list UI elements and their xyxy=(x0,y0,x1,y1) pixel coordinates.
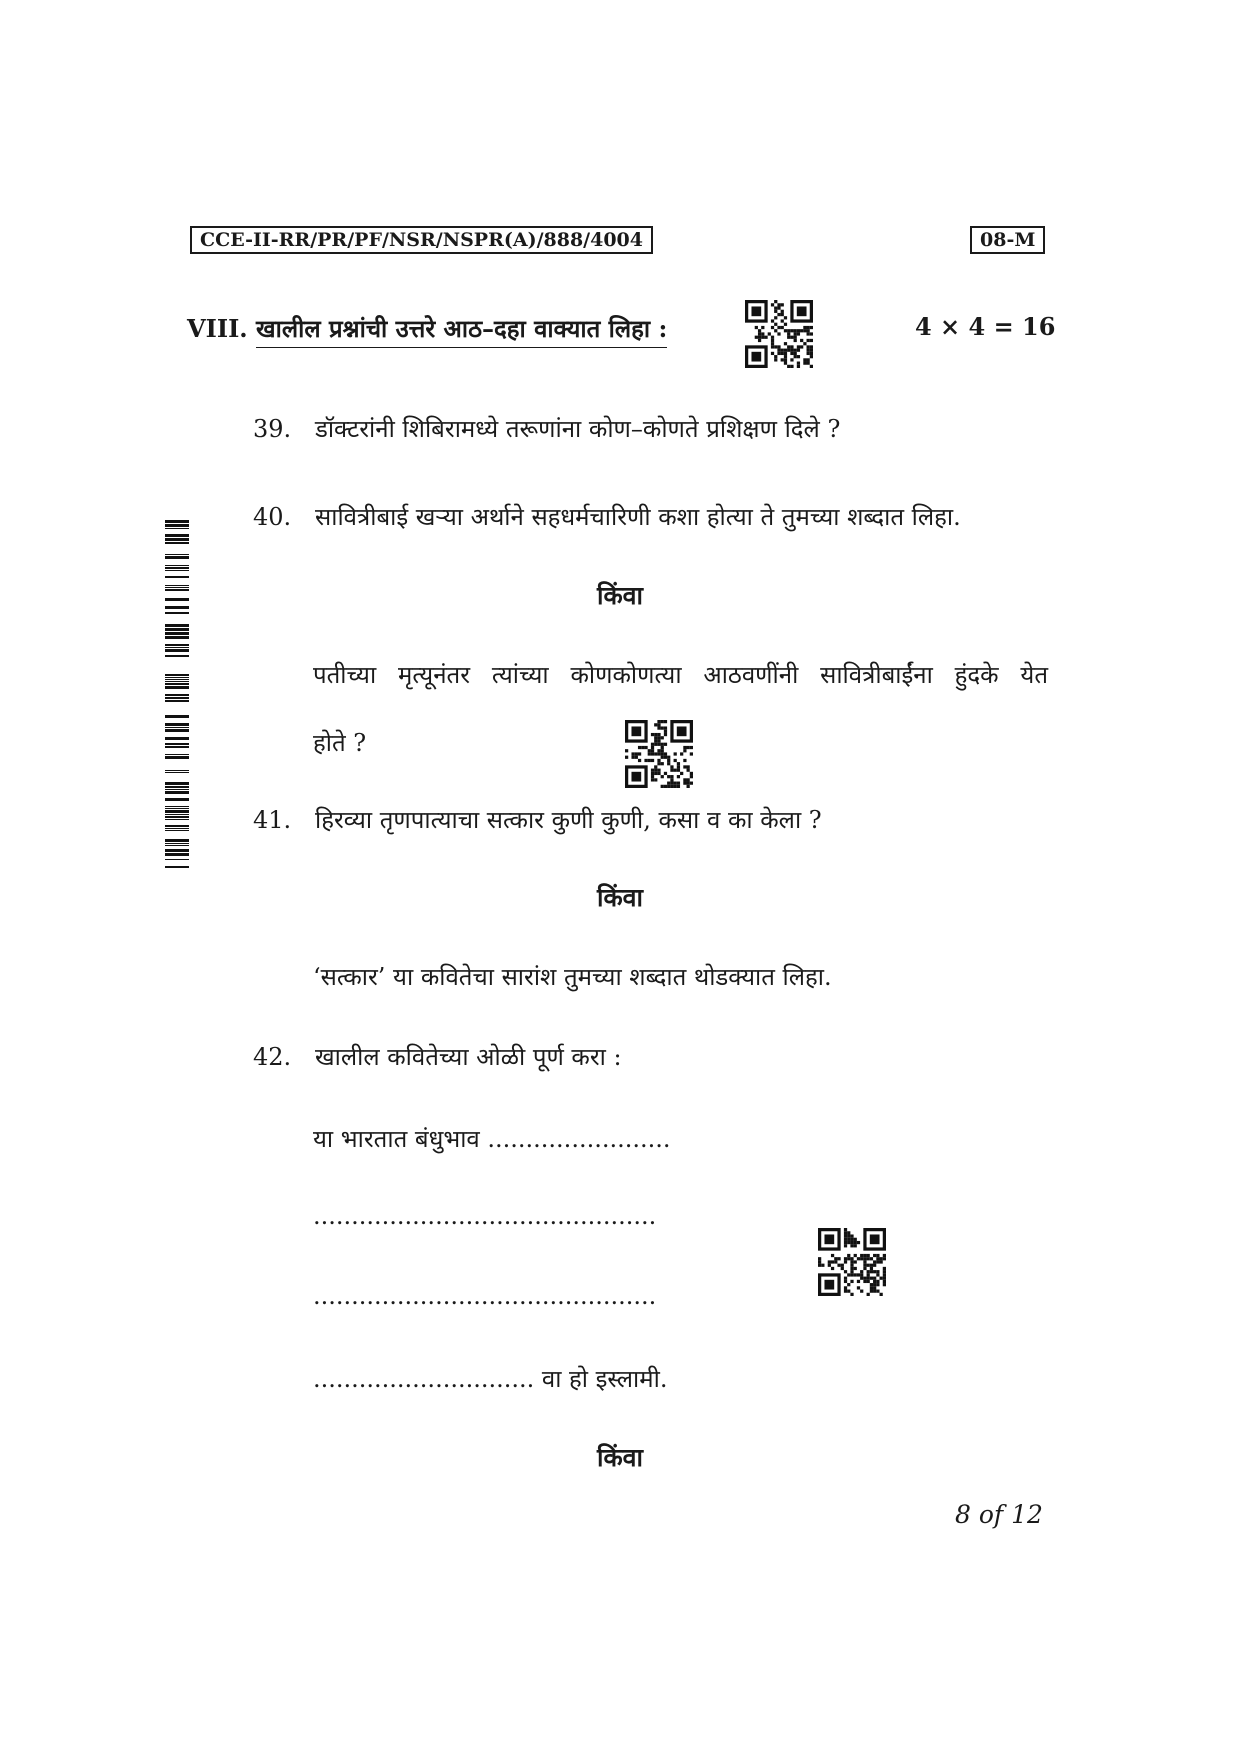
poem-line-3: ............................................. xyxy=(313,1282,657,1310)
question-40-alt-line2: होते ? xyxy=(313,729,367,757)
poem-line-1: या भारतात बंधुभाव ........................ xyxy=(313,1125,671,1153)
question-number: 41. xyxy=(253,806,292,834)
page-number: 8 of 12 xyxy=(955,1500,1043,1529)
poem-line-2: ............................................. xyxy=(313,1202,657,1230)
or-label-41: किंवा xyxy=(596,883,644,912)
side-barcode xyxy=(165,520,189,876)
question-42 xyxy=(253,1042,622,1072)
section-heading xyxy=(187,312,667,345)
question-text: सावित्रीबाई खऱ्या अर्थाने सहधर्मचारिणी कशा होत्या ते तुमच्या शब्दात लिहा. xyxy=(315,503,961,531)
section-number: VIII. xyxy=(187,314,248,343)
qr-code-3 xyxy=(818,1228,886,1296)
section-title: खालील प्रश्नांची उत्तरे आठ–दहा वाक्यात लिहा : xyxy=(256,314,667,348)
or-label-40: किंवा xyxy=(596,581,644,610)
question-40-alt-line1: पतीच्या मृत्यूनंतर त्यांच्या कोणकोणत्या आठवणींनी सावित्रीबाईंना हुंदके येत xyxy=(313,661,1048,689)
question-text: डॉक्टरांनी शिबिरामध्ये तरूणांना कोण–कोणते प्रशिक्षण दिले ? xyxy=(315,415,841,443)
qr-code-1 xyxy=(745,300,813,368)
paper-version: 08-M xyxy=(970,226,1045,254)
section-marks: 4 × 4 = 16 xyxy=(915,312,1056,341)
question-number: 42. xyxy=(253,1043,292,1071)
question-39 xyxy=(253,414,840,444)
question-41-alt-line1: ‘सत्कार’ या कवितेचा सारांश तुमच्या शब्दात थोडक्यात लिहा. xyxy=(313,963,832,991)
question-41 xyxy=(253,805,822,835)
paper-code: CCE-II-RR/PR/PF/NSR/NSPR(A)/888/4004 xyxy=(190,226,653,254)
question-number: 40. xyxy=(253,503,292,531)
question-text: हिरव्या तृणपात्याचा सत्कार कुणी कुणी, कसा व का केला ? xyxy=(315,806,822,834)
question-text: खालील कवितेच्या ओळी पूर्ण करा : xyxy=(315,1043,622,1071)
or-label-42: किंवा xyxy=(596,1443,644,1472)
poem-line-4: ............................. वा हो इस्लामी. xyxy=(313,1365,668,1393)
qr-code-2 xyxy=(625,720,693,788)
question-number: 39. xyxy=(253,415,292,443)
question-40 xyxy=(253,502,961,532)
